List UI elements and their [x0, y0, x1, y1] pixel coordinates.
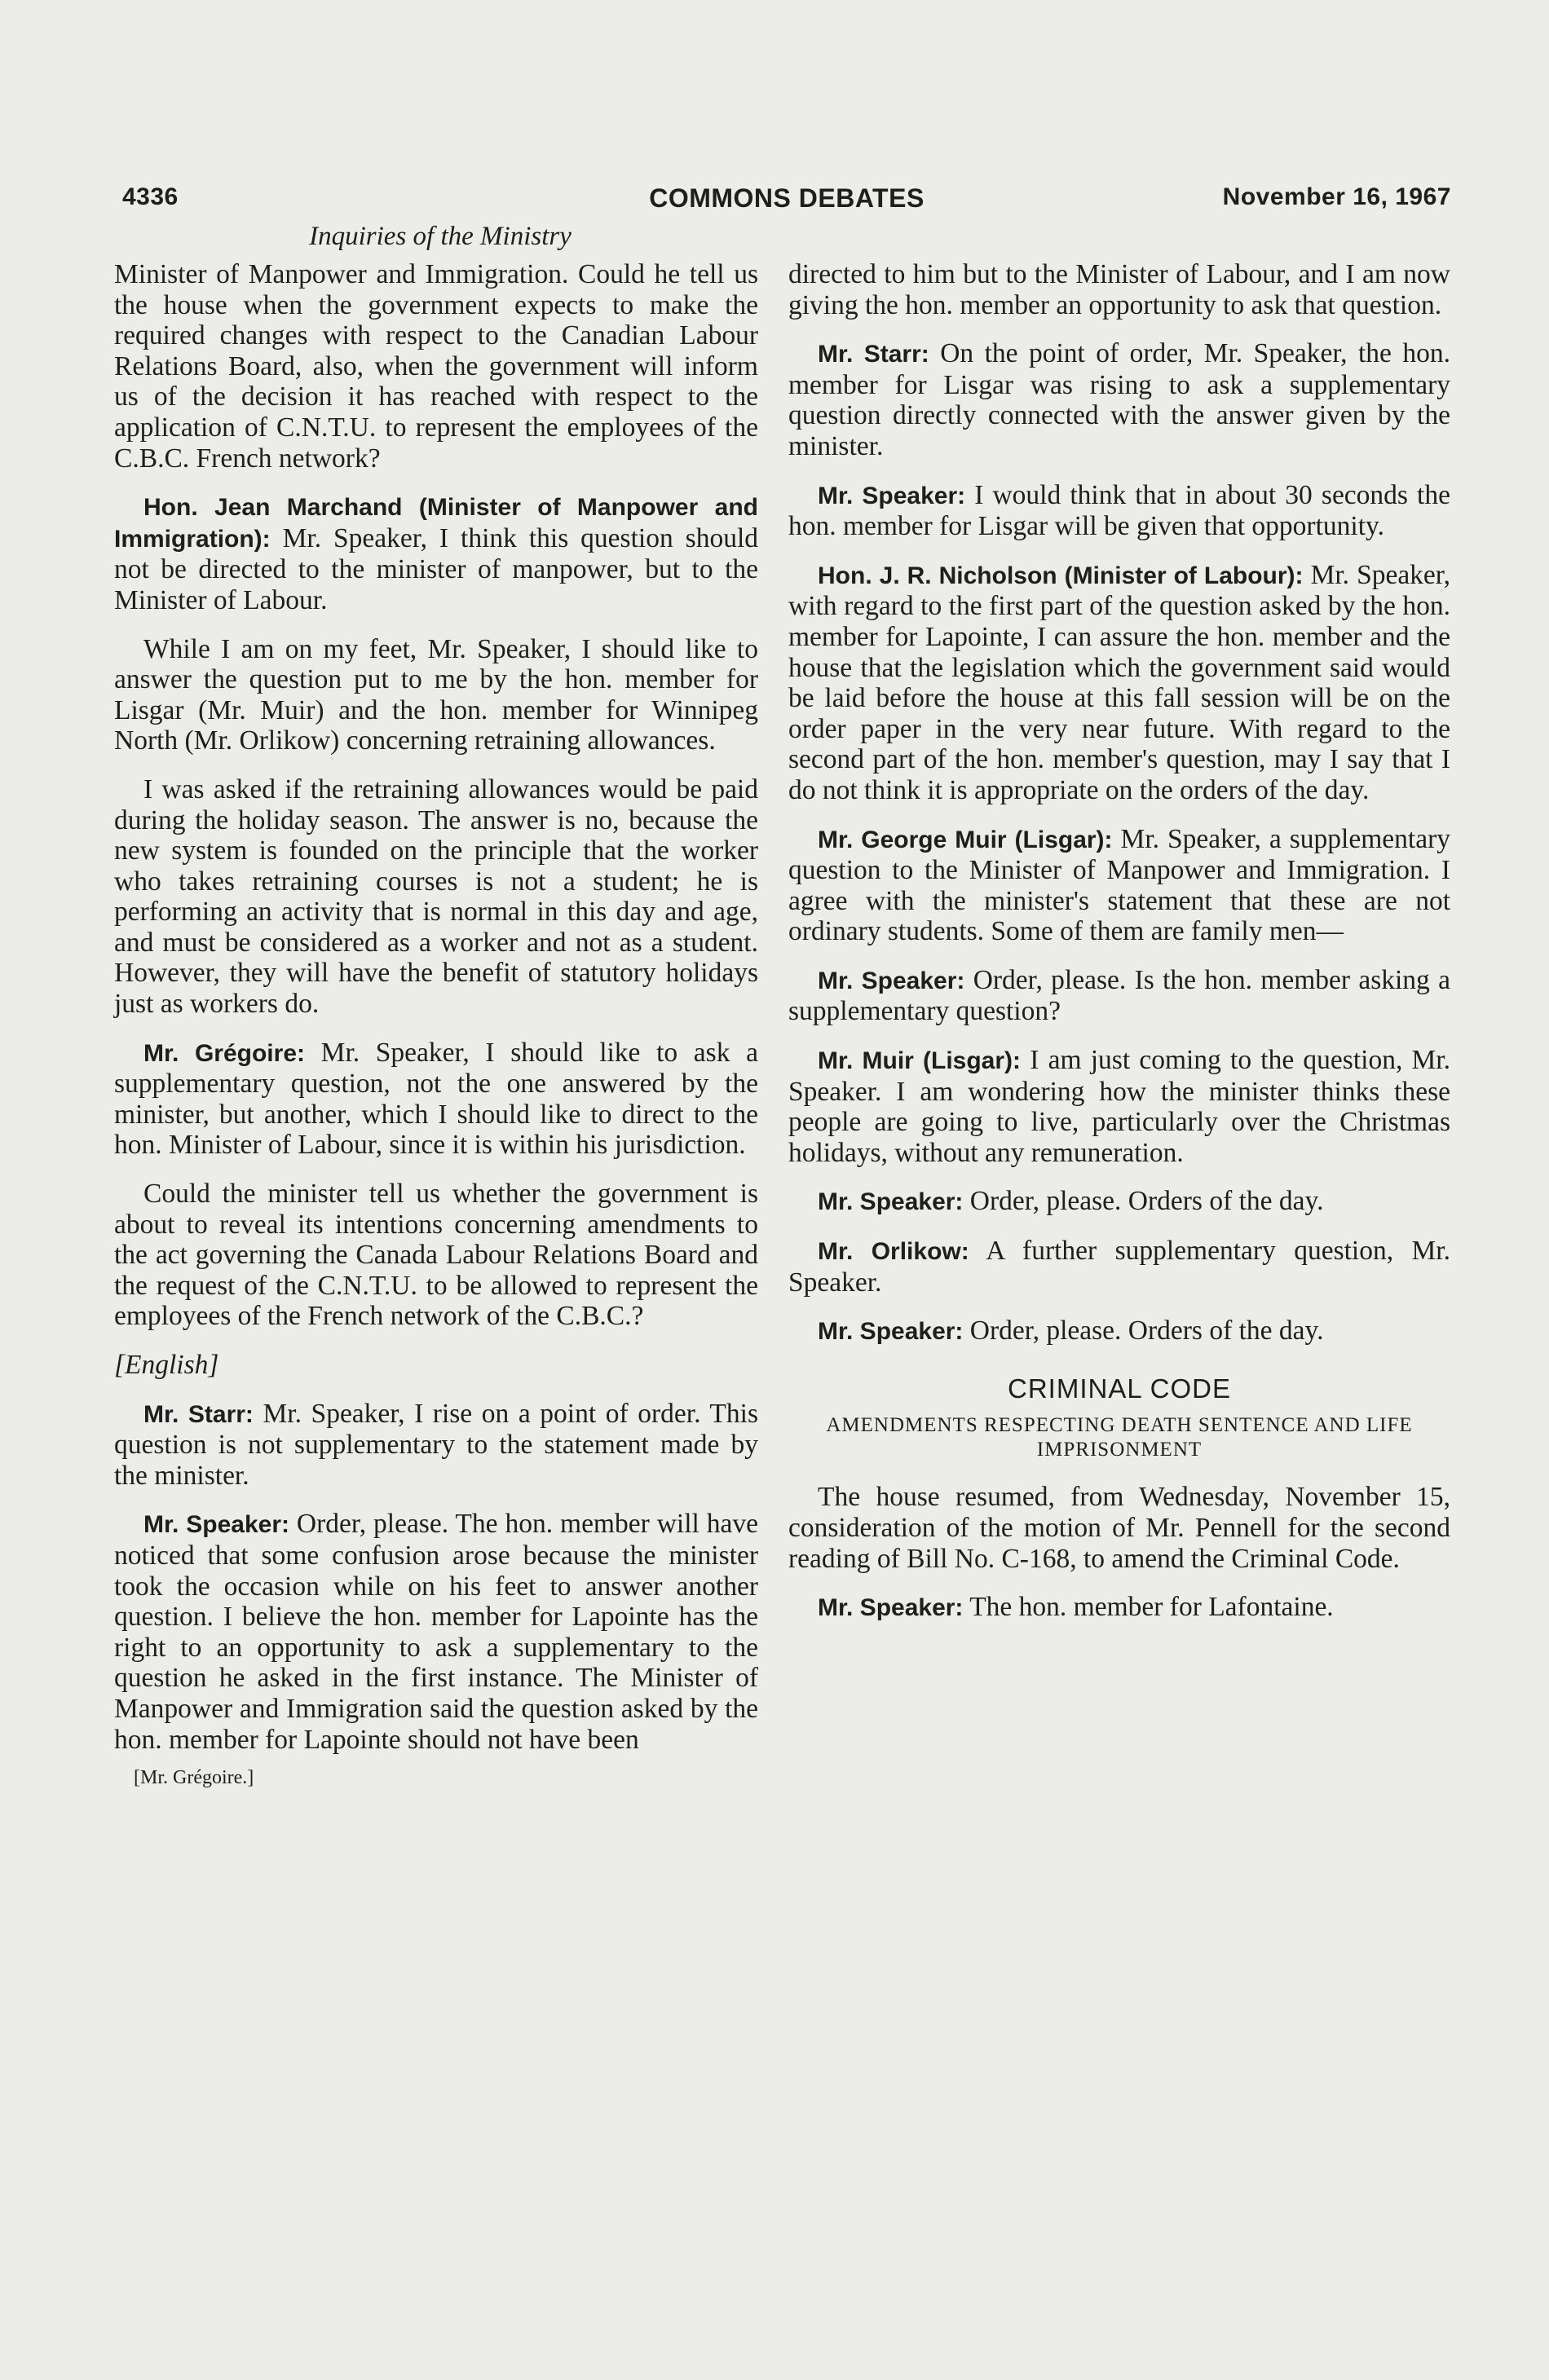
speaker-name: Mr. Grégoire: [143, 1039, 305, 1067]
running-header [122, 183, 1451, 223]
speaker-name: Hon. Jean Marchand (Minister of Manpower and Immigration): [114, 494, 758, 553]
speaker-name: Mr. George Muir (Lisgar): [818, 826, 1113, 853]
speech-paragraph [788, 1186, 1450, 1218]
footnote: [Mr. Grégoire.] [134, 1767, 254, 1789]
speech-text: The hon. member for Lafontaine. [963, 1592, 1334, 1623]
speech-text: Mr. Speaker, I should like to ask a supplementary question, not the one answered by the minister, but another, which I should like to direct to the hon. Minister of Labour, since it is within his jurisdiction. [114, 1037, 758, 1161]
speech-text: Mr. Speaker, with regard to the first part of the question asked by the hon. member for Lapointe, I can assure the hon. member and the house that the legislation which the government said would be laid before the house at this fall session will be on the order paper in the very near future. With regard to the second part of the hon. member's question, may I say that I do not think it is appropriate on the orders of the day. [788, 559, 1450, 805]
paragraph: While I am on my feet, Mr. Speaker, I should like to answer the question put to me by the hon. member for Lisgar (Mr. Muir) and the hon. member for Winnipeg North (Mr. Orlikow) concerning retraining allowances. [114, 633, 758, 756]
speech-paragraph [788, 1236, 1450, 1298]
speaker-name: Mr. Speaker: [818, 482, 966, 509]
speaker-name: Hon. J. R. Nicholson (Minister of Labour): [818, 562, 1304, 589]
section-title: CRIMINAL CODE [1008, 1373, 1231, 1404]
speech-paragraph [788, 965, 1450, 1027]
speech-paragraph [788, 1045, 1450, 1168]
speaker-name: Mr. Speaker: [143, 1511, 289, 1539]
header-date: November 16, 1967 [1222, 183, 1451, 210]
speech-text: Mr. Speaker, I think this question should not be directed to the minister of manpower, but to the Minister of Labour. [114, 522, 758, 615]
speech-paragraph [788, 480, 1450, 542]
speech-paragraph [788, 824, 1450, 947]
left-column [114, 259, 758, 1794]
right-column [788, 259, 1450, 1642]
speech-paragraph [114, 1038, 758, 1161]
speech-text: On the point of order, Mr. Speaker, the hon. member for Lisgar was rising to ask a supplementary question directly connected with the answer given by the minister. [788, 338, 1450, 461]
page-number: 4336 [122, 183, 179, 210]
speech-text: I would think that in about 30 seconds the hon. member for Lisgar will be given that opportunity. [788, 479, 1450, 542]
speech-text: Mr. Speaker, a supplementary question to the Minister of Manpower and Immigration. I agree with the minister's statement that these are not ordinary students. Some of them are family men— [788, 823, 1450, 947]
paragraph: Minister of Manpower and Immigration. Could he tell us the house when the government expects to make the required changes with respect to the Canadian Labour Relations Board, also, when the government will inform us of the decision it has reached with respect to the application of C.N.T.U. to represent the employees of the C.B.C. French network? [114, 259, 758, 474]
speech-paragraph [788, 560, 1450, 806]
speech-text: Order, please. Orders of the day. [963, 1316, 1324, 1346]
speaker-name: Mr. Speaker: [818, 1594, 964, 1622]
speech-paragraph [114, 1509, 758, 1755]
speaker-name: Mr. Orlikow: [818, 1238, 969, 1266]
paragraph: directed to him but to the Minister of Labour, and I am now giving the hon. member an opportunity to ask that question. [788, 259, 1450, 320]
speaker-name: Mr. Starr: [818, 341, 929, 368]
speech-paragraph [114, 1399, 758, 1492]
paragraph: The house resumed, from Wednesday, November 15, consideration of the motion of Mr. Pennell for the second reading of Bill No. C-168, to amend the Criminal Code. [788, 1482, 1450, 1574]
speech-paragraph [114, 491, 758, 615]
section-running-head: Inquiries of the Ministry [309, 222, 571, 251]
speaker-name: Mr. Starr: [143, 1400, 254, 1428]
speech-text: A further supplementary question, Mr. Speaker. [788, 1236, 1450, 1298]
paragraph: I was asked if the retraining allowances would be paid during the holiday season. The answer is no, because the new system is founded on the principle that the worker who takes retraining courses is not a student; he is performing an activity that is normal in this day and age, and must be considered as a worker and not as a student. However, they will have the benefit of statutory holidays just as workers do. [114, 774, 758, 1020]
speaker-name: Mr. Muir (Lisgar): [818, 1047, 1022, 1075]
speech-text: Order, please. The hon. member will have noticed that some confusion arose because the minister took the occasion while on his feet to answer another question. I believe the hon. member for Lapointe has the right to an opportunity to ask a supplementary to the question he asked in the first instance. The Minister of Manpower and Immigration said the question asked by the hon. member for Lapointe should not have been [114, 1509, 758, 1755]
publication-title: COMMONS DEBATES [649, 183, 925, 213]
section-subtitle: AMENDMENTS RESPECTING DEATH SENTENCE AND LIFE IMPRISONMENT [826, 1414, 1413, 1461]
language-marker: [English] [114, 1350, 219, 1380]
speaker-name: Mr. Speaker: [818, 1188, 964, 1216]
speech-text: Order, please. Orders of the day. [963, 1186, 1324, 1217]
speech-paragraph [788, 1316, 1450, 1347]
speech-paragraph [788, 338, 1450, 461]
speech-paragraph [788, 1592, 1450, 1624]
speech-text: Mr. Speaker, I rise on a point of order. This question is not supplementary to the statement made by the minister. [114, 1398, 758, 1491]
speech-text: Order, please. Is the hon. member asking a supplementary question? [788, 964, 1450, 1027]
speaker-name: Mr. Speaker: [818, 1318, 964, 1346]
paragraph: Could the minister tell us whether the government is about to reveal its intentions concerning amendments to the act governing the Canada Labour Relations Board and the request of the C.N.T.U. to be allowed to represent the employees of the French network of the C.B.C.? [114, 1179, 758, 1332]
speaker-name: Mr. Speaker: [818, 967, 965, 994]
speech-text: I am just coming to the question, Mr. Speaker. I am wondering how the minister thinks these people are going to live, particularly over the Christmas holidays, without any remuneration. [788, 1045, 1450, 1168]
